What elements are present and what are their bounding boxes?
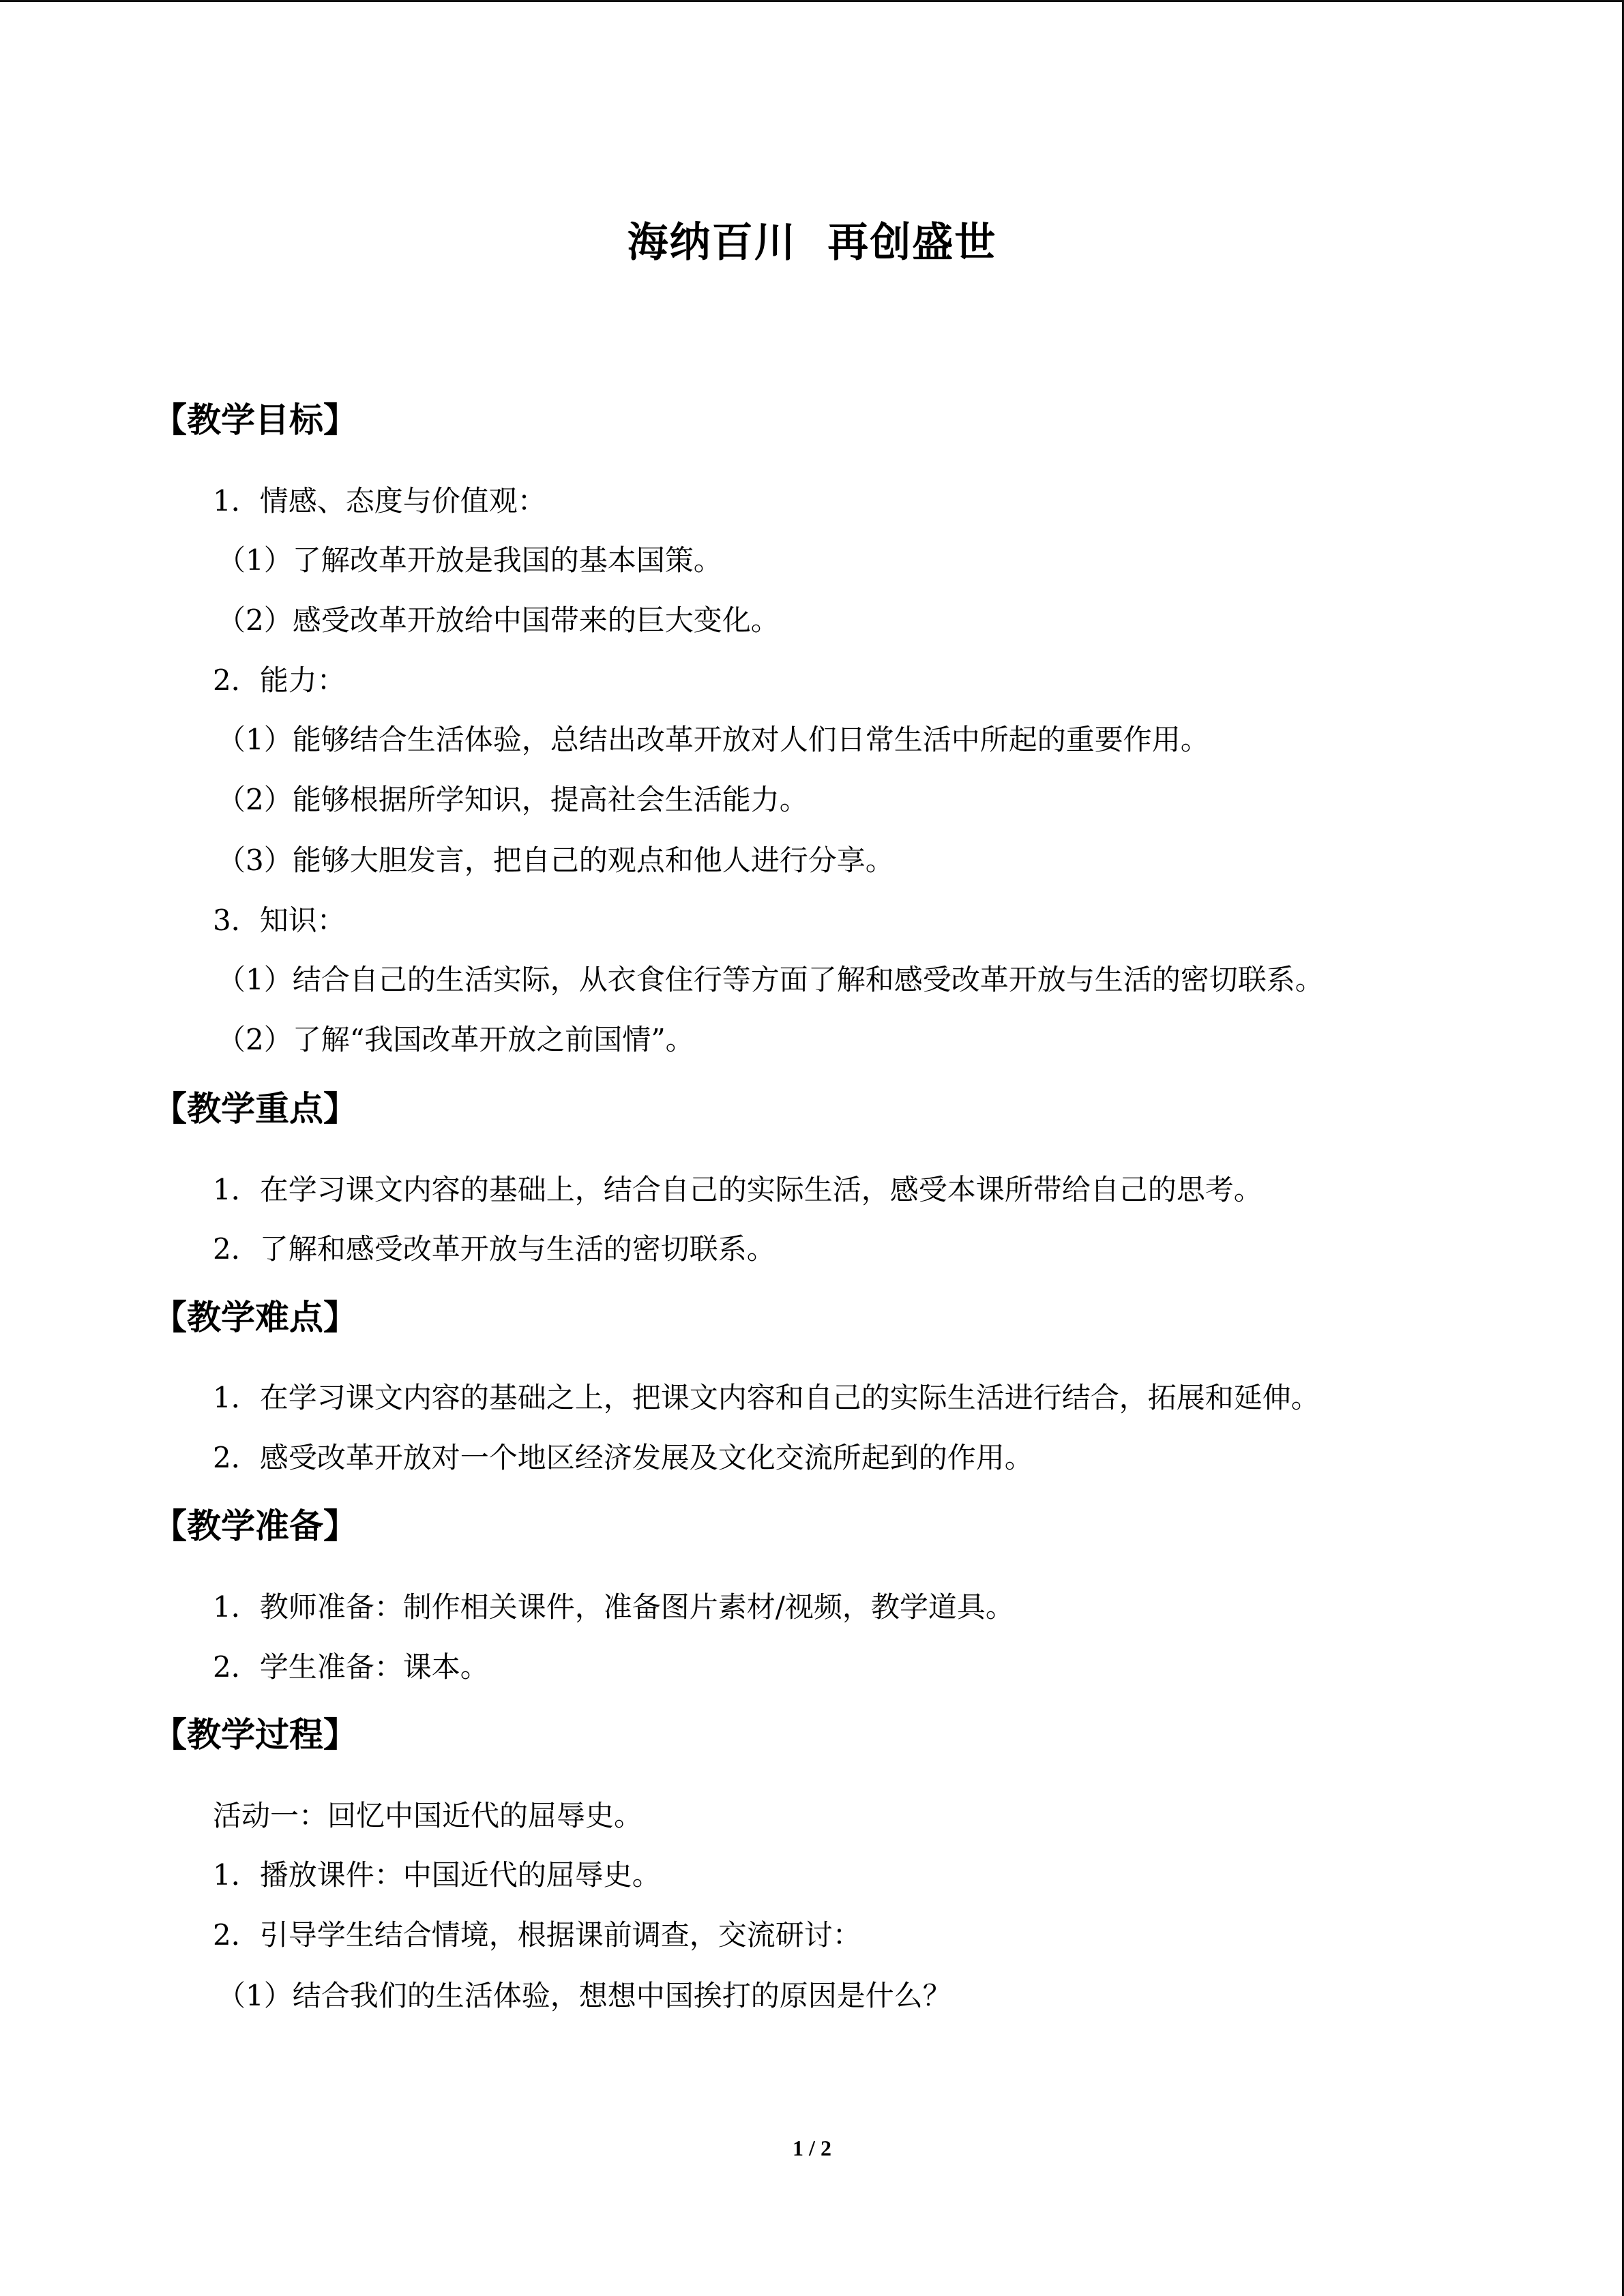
objective-subitem: （3）能够大胆发言，把自己的观点和他人进行分享。 — [217, 844, 894, 877]
key-point-item: 2．了解和感受改革开放与生活的密切联系。 — [213, 1232, 776, 1266]
objective-item: 1．情感、态度与价值观： — [213, 484, 546, 518]
objective-subitem: （1）了解改革开放是我国的基本国策。 — [217, 543, 722, 577]
section-heading-process: 【教学过程】 — [153, 1715, 357, 1755]
process-item: 2．引导学生结合情境，根据课前调查，交流研讨： — [213, 1918, 861, 1952]
objective-item: 2．能力： — [213, 664, 346, 697]
difficulty-item: 2．感受改革开放对一个地区经济发展及文化交流所起到的作用。 — [213, 1441, 1033, 1474]
page-number: 1 / 2 — [793, 2136, 831, 2160]
key-point-item: 1．在学习课文内容的基础上，结合自己的实际生活，感受本课所带给自己的思考。 — [213, 1173, 1263, 1206]
preparation-item: 2．学生准备：课本。 — [213, 1650, 489, 1684]
document-title: 海纳百川 再创盛世 — [627, 219, 997, 267]
activity-title: 活动一：回忆中国近代的屈辱史。 — [213, 1799, 643, 1832]
section-heading-key-points: 【教学重点】 — [153, 1089, 357, 1129]
objective-item: 3．知识： — [213, 904, 346, 937]
objective-subitem: （2）能够根据所学知识，提高社会生活能力。 — [217, 783, 808, 816]
objective-subitem: （2）感受改革开放给中国带来的巨大变化。 — [217, 603, 780, 637]
objective-subitem: （1）结合自己的生活实际，从衣食住行等方面了解和感受改革开放与生活的密切联系。 — [217, 963, 1324, 996]
difficulty-item: 1．在学习课文内容的基础之上，把课文内容和自己的实际生活进行结合，拓展和延伸。 — [213, 1381, 1320, 1414]
section-heading-preparation: 【教学准备】 — [153, 1506, 357, 1546]
preparation-item: 1．教师准备：制作相关课件，准备图片素材/视频，教学道具。 — [213, 1590, 1014, 1624]
process-item: 1．播放课件：中国近代的屈辱史。 — [213, 1858, 661, 1892]
objective-subitem: （2）了解“我国改革开放之前国情”。 — [217, 1023, 694, 1056]
page-top-border — [0, 0, 1624, 2]
process-subitem: （1）结合我们的生活体验，想想中国挨打的原因是什么？ — [217, 1979, 951, 2012]
objective-subitem: （1）能够结合生活体验，总结出改革开放对人们日常生活中所起的重要作用。 — [217, 723, 1209, 756]
section-heading-difficulties: 【教学难点】 — [153, 1298, 357, 1337]
section-heading-objectives: 【教学目标】 — [153, 400, 357, 440]
